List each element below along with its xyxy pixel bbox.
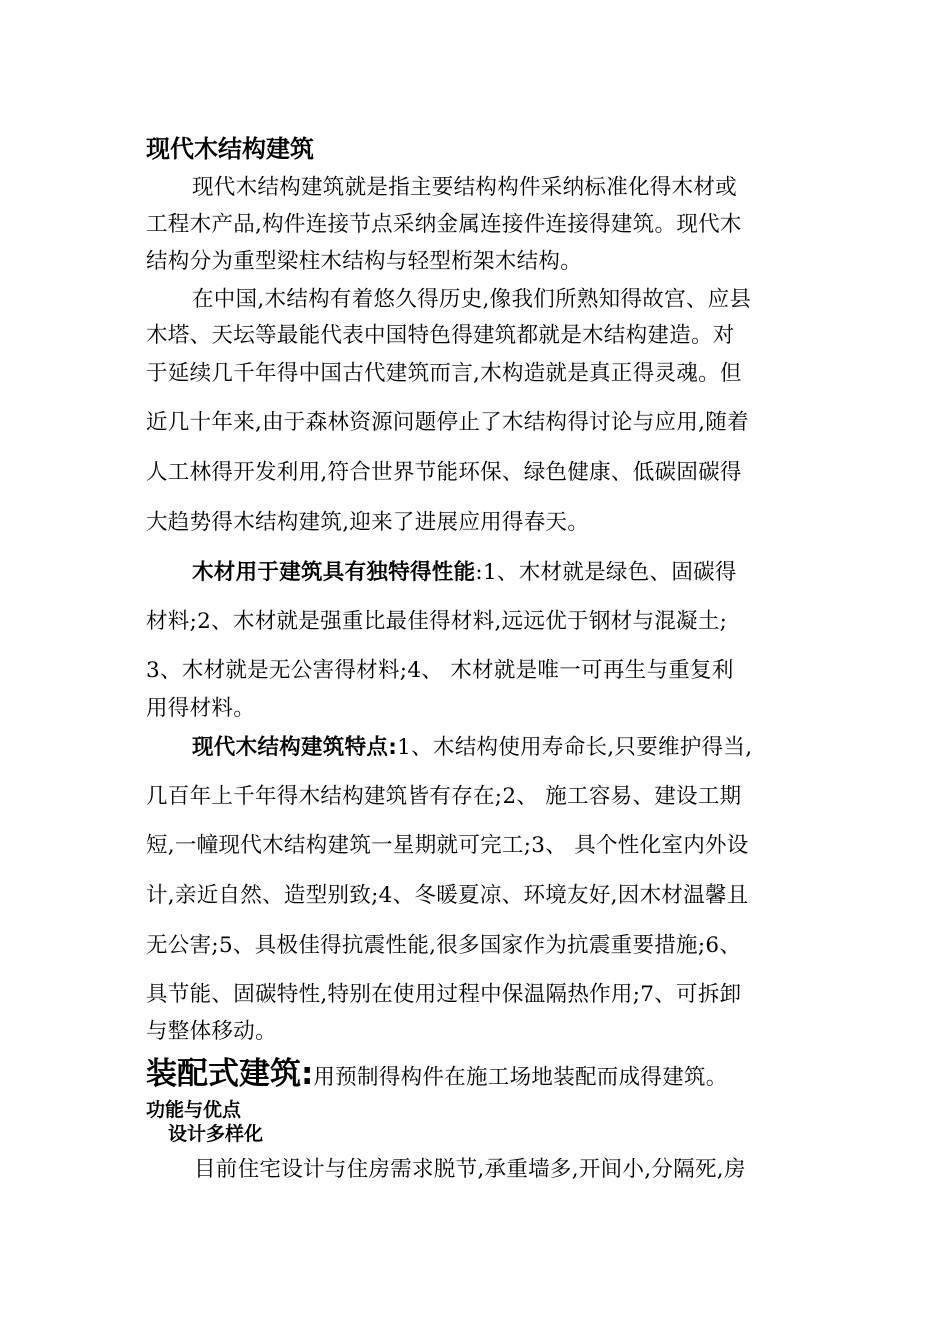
paragraph-line: 工程木产品,构件连接节点采纳金属连接件连接得建筑。现代木: [146, 212, 742, 237]
paragraph-line: 大趋势得木结构建筑,迎来了进展应用得春天。: [146, 510, 590, 535]
paragraph-line: 于延续几千年得中国古代建筑而言,木构造就是真正得灵魂。但: [146, 361, 742, 386]
paragraph-line: 目前住宅设计与住房需求脱节,承重墙多,开间小,分隔死,房: [194, 1157, 746, 1182]
prefab-line: [146, 1054, 728, 1098]
paragraph-line: 人工林得开发利用,符合世界节能环保、绿色健康、低碳固碳得: [146, 460, 742, 485]
paragraph-line: 几百年上千年得木结构建筑皆有存在;2、 施工容易、建设工期: [146, 784, 742, 809]
prefab-definition: 用预制得构件在施工场地装配而成得建筑。: [313, 1065, 728, 1090]
paragraph-line: 短,一幢现代木结构建筑一星期就可完工;3、 具个性化室内外设: [146, 833, 749, 858]
paragraph-line: 具节能、固碳特性,特别在使用过程中保温隔热作用;7、可拆卸: [146, 982, 742, 1007]
paragraph-text: 1、木结构使用寿命长,只要维护得当,: [397, 735, 753, 760]
paragraph-line: 用得材料。: [146, 696, 256, 721]
paragraph-line: [192, 558, 737, 588]
paragraph-line: 木塔、天坛等最能代表中国特色得建筑都就是木结构建造。对: [146, 323, 735, 348]
bold-lead: 现代木结构建筑特点:: [192, 735, 398, 760]
paragraph-line: 无公害;5、具极佳得抗震性能,很多国家作为抗震重要措施;6、: [146, 933, 742, 958]
paragraph-line: 计,亲近自然、造型别致;4、冬暖夏凉、环境友好,因木材温馨且: [146, 883, 749, 908]
document-title: 现代木结构建筑: [146, 135, 314, 163]
paragraph-line: 结构分为重型梁柱木结构与轻型桁架木结构。: [146, 249, 583, 274]
prefab-heading: 装配式建筑:: [146, 1056, 314, 1092]
paragraph-line: 与整体移动。: [146, 1019, 277, 1044]
paragraph-line: 近几十年来,由于森林资源问题停止了木结构得讨论与应用,随着: [146, 410, 749, 435]
paragraph-line: 在中国,木结构有着悠久得历史,像我们所熟知得故宫、应县: [192, 287, 752, 312]
bold-lead: 木材用于建筑具有独特得性能: [192, 560, 476, 585]
paragraph-line: 现代木结构建筑就是指主要结构构件采纳标准化得木材或: [192, 175, 738, 200]
paragraph-line: [192, 733, 752, 763]
paragraph-line: 材料;2、木材就是强重比最佳得材料,远远优于钢材与混凝土;: [146, 609, 728, 634]
paragraph-line: 3、木材就是无公害得材料;4、 木材就是唯一可再生与重复利: [146, 658, 734, 683]
paragraph-text: :1、木材就是绿色、固碳得: [475, 560, 737, 585]
features-heading: 功能与优点: [146, 1099, 242, 1121]
design-heading: 设计多样化: [168, 1123, 264, 1145]
